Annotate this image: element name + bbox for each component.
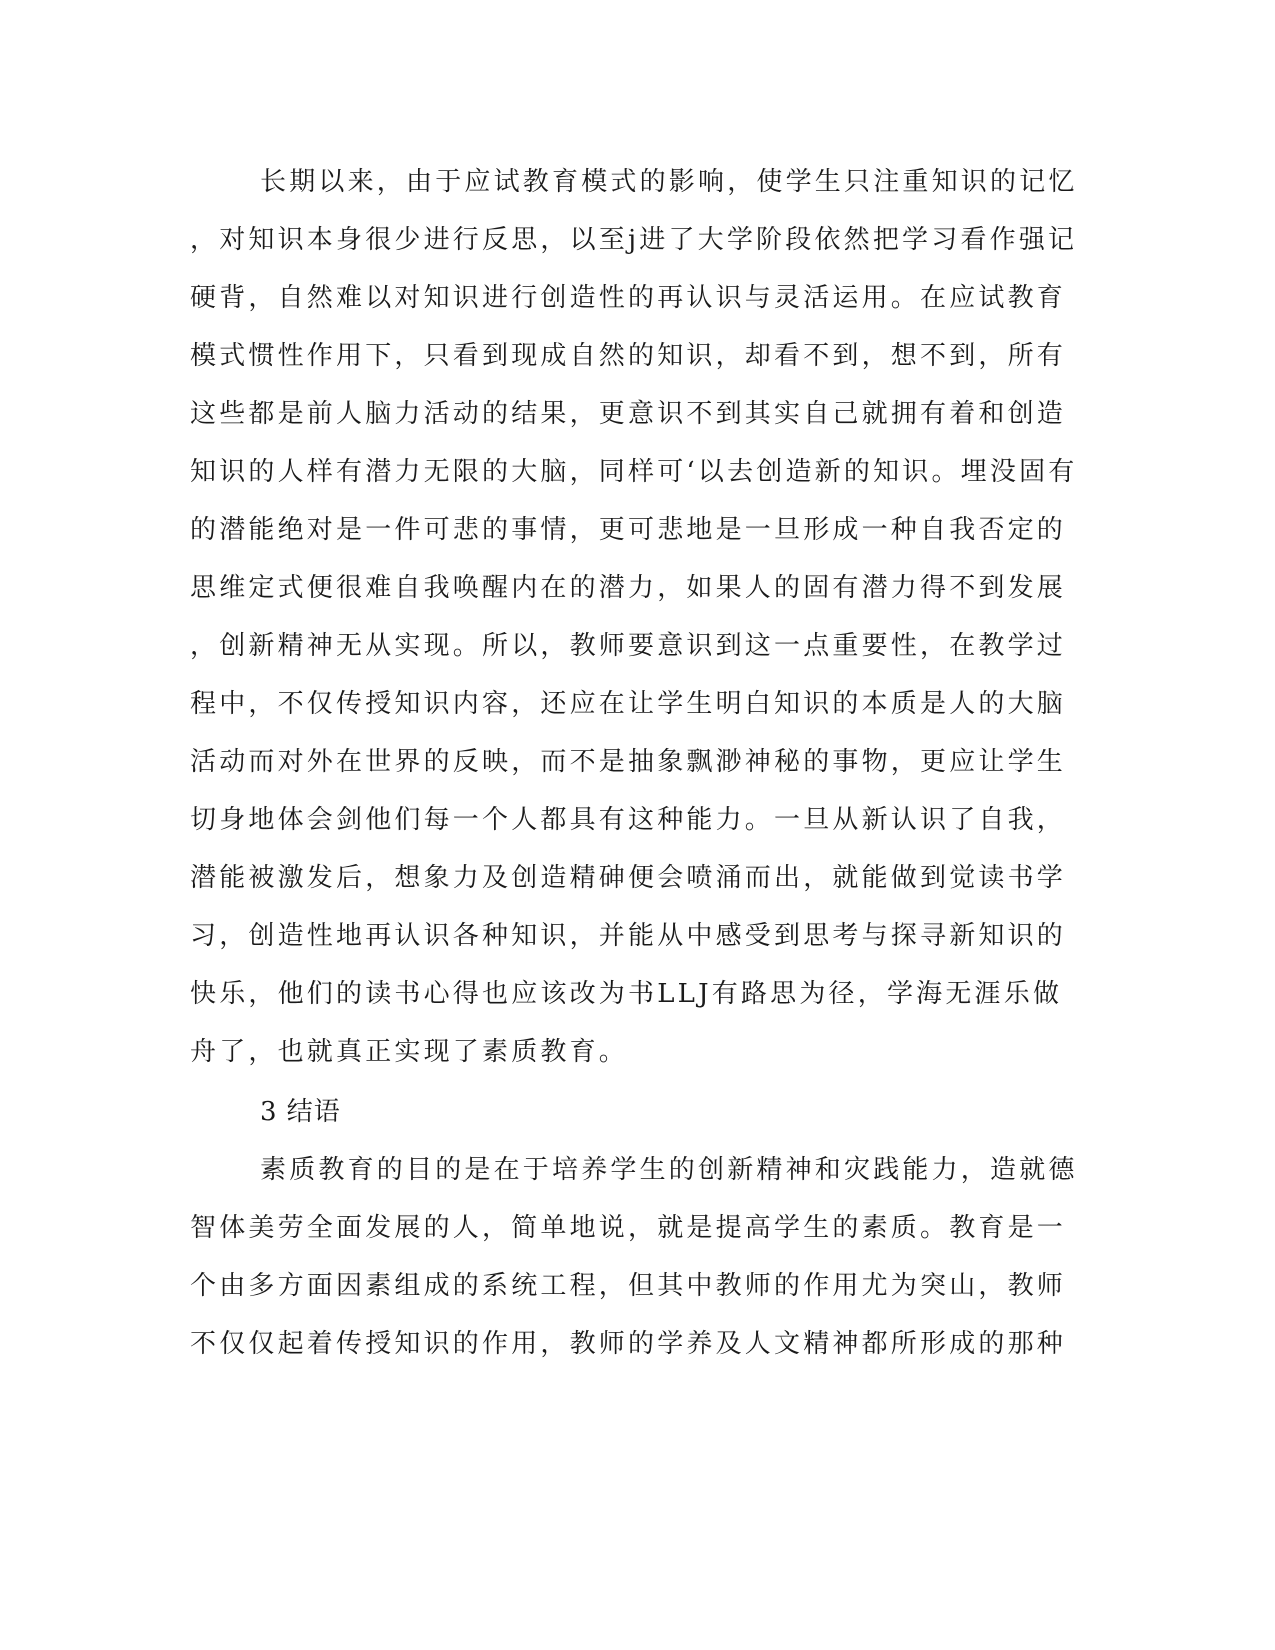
paragraph-line: 长期以来，由于应试教育模式的影响，使学生只注重知识的记忆 <box>260 167 1078 197</box>
paragraph-line: 硬背，自然难以对知识进行创造性的再认识与灵活运用。在应试教育 <box>190 283 1067 313</box>
paragraph-line: ，对知识本身很少进行反思，以至j进了大学阶段依然把学习看作强记 <box>190 225 1078 255</box>
paragraph-line: 舟了，也就真正实现了素质教育。 <box>190 1037 629 1067</box>
paragraph-line: 思维定式便很难自我唤醒内在的潜力，如果人的固有潜力得不到发展 <box>190 573 1067 603</box>
paragraph-line: 不仅仅起着传授知识的作用，教师的学养及人文精神都所形成的那种 <box>190 1329 1067 1359</box>
section-heading: 3 结语 <box>260 1097 341 1127</box>
paragraph-line: 潜能被激发后，想象力及创造精砷便会喷涌而出，就能做到觉读书学 <box>190 863 1067 893</box>
paragraph-line: 个由多方面因素组成的系统工程，但其中教师的作用尤为突山，教师 <box>190 1271 1067 1301</box>
paragraph-line: 程中，不仅传授知识内容，还应在让学生明白知识的本质是人的大脑 <box>190 689 1067 719</box>
paragraph-line: ，创新精神无从实现。所以，教师要意识到这一点重要性，在教学过 <box>190 631 1067 661</box>
paragraph-line: 快乐，他们的读书心得也应该改为书LLJ有路思为径，学海无涯乐做 <box>190 979 1063 1009</box>
paragraph-line: 模式惯性作用下，只看到现成自然的知识，却看不到，想不到，所有 <box>190 341 1067 371</box>
paragraph-line: 的潜能绝对是一件可悲的事情，更可悲地是一旦形成一种自我否定的 <box>190 515 1067 545</box>
paragraph-line: 切身地体会剑他们每一个人都具有这种能力。一旦从新认识了自我， <box>190 805 1067 835</box>
paragraph-line: 智体美劳全面发展的人，简单地说，就是提高学生的素质。教育是一 <box>190 1213 1067 1243</box>
paragraph-line: 素质教育的目的是在于培养学生的创新精神和灾践能力，造就德 <box>260 1155 1078 1185</box>
paragraph-line: 这些都是前人脑力活动的结果，更意识不到其实自己就拥有着和创造 <box>190 399 1067 429</box>
paragraph-line: 习，创造性地再认识各种知识，并能从中感受到思考与探寻新知识的 <box>190 921 1067 951</box>
paragraph-line: 知识的人样有潜力无限的大脑，同样可‘以去创造新的知识。埋没固有 <box>190 457 1078 487</box>
paragraph-line: 活动而对外在世界的反映，而不是抽象飘渺神秘的事物，更应让学生 <box>190 747 1067 777</box>
